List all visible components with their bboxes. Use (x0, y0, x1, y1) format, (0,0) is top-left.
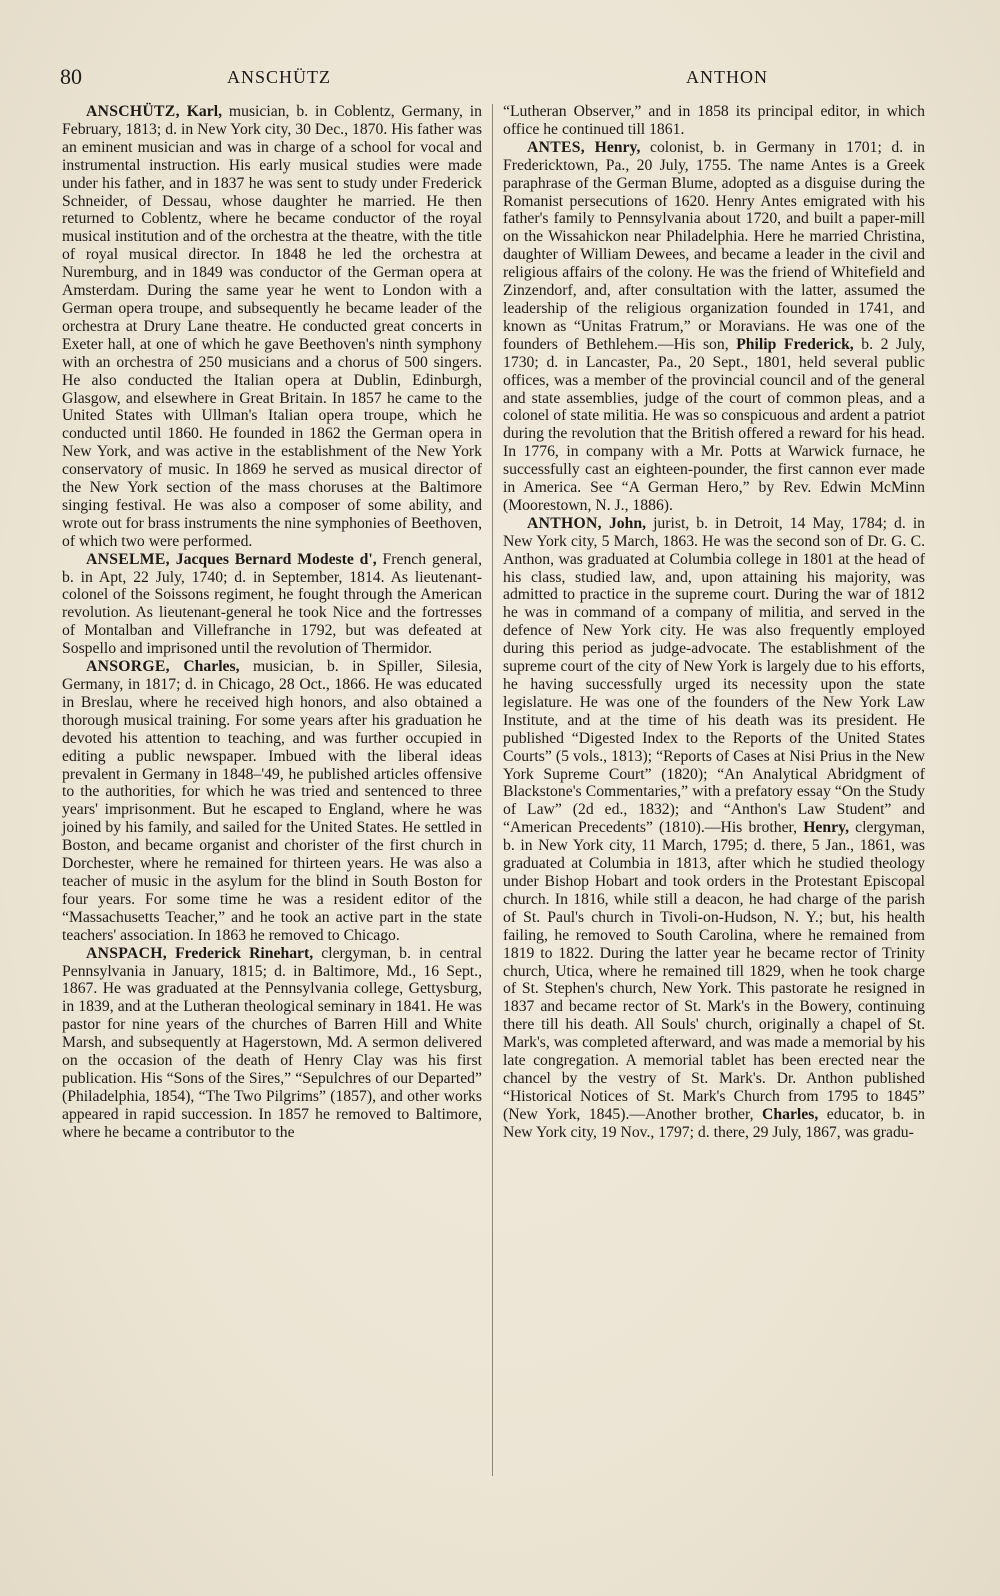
entry-text: “Lutheran Observer,” and in 1858 its principal editor, in which office he continued till 1861. (503, 103, 925, 138)
right-column (503, 103, 925, 1142)
entry-headword: ANTHON, (527, 514, 602, 532)
entry-text: clergyman, b. in New York city, 11 March, 1795; d. there, 5 Jan., 1861, was graduated at Columbia in 1813, after which he studied theology under Bishop Hobart and took orders in the Protestant Episcopal church. In 1816, while still a deacon, he had charge of the parish of St. Paul's church in Tivoli-on-Hudson, N. Y.; but, his health failing, he removed to South Carolina, where he remained from 1819 to 1822. During the latter year he became rector of Trinity church, Utica, where he remained till 1829, when he took charge of St. Stephen's church, New York. This pastorate he resigned in 1837 and became rector of St. Mark's in the Bowery, continuing there till his death. All Souls' church, originally a chapel of St. Mark's, was completed afterward, and was made a memorial by his late congregation. A memorial tablet has been erected near the chancel by the vestry of St. Mark's. Dr. Anthon published “Historical Notices of St. Mark's Church from 1795 to 1845” (New York, 1845).—Another brother, (503, 819, 926, 1123)
entry-ansorge (62, 658, 482, 945)
left-column (62, 103, 482, 1142)
entry-headword: ANSELME, (86, 550, 170, 568)
entry-text: educator, b. in New York city, 19 Nov., 1797; d. there, 29 July, 1867, was gradu- (503, 1105, 926, 1141)
page-header (60, 64, 940, 94)
entry-forename: Charles, (183, 658, 240, 676)
running-head-left: ANSCHÜTZ (227, 67, 332, 87)
entry-subname: Philip Frederick, (736, 335, 854, 353)
entry-forename: Frederick Rinehart, (175, 944, 314, 962)
entry-forename: Henry, (594, 138, 641, 156)
entry-subname: Charles, (762, 1105, 819, 1123)
entry-anschutz (62, 103, 482, 551)
entry-forename: Jacques Bernard Modeste d', (175, 550, 377, 568)
entry-text: colonist, b. in Germany in 1701; d. in Fredericktown, Pa., 20 July, 1755. The name Antes is a Greek paraphrase of the German Blume, adopted as a disguise during the Romanist persecutions of 1620. Henry Antes emigrated with his father's family to Pennsylvania about 1720, and built a paper-mill on the Wissahickon near Philadelphia. Here he married Christina, daughter of William Dewees, and became a leader in the civil and religious affairs of the colony. He was the friend of Whitefield and Zinzendorf, and, after consultation with the latter, assumed the leadership of the religious organization founded in 1741, and known as “Unitas Fratrum,” or Moravians. He was one of the founders of Bethlehem.—His son, (503, 138, 925, 353)
page-number: 80 (60, 64, 82, 89)
entry-headword: ANSCHÜTZ, (86, 103, 180, 120)
entry-headword: ANSORGE, (86, 658, 170, 676)
entry-anselme (62, 551, 482, 658)
entry-forename: John, (608, 514, 647, 532)
entry-forename: Karl, (186, 103, 222, 120)
entry-headword: ANTES, (527, 138, 586, 156)
entry-anthon (503, 515, 925, 1142)
entry-text: jurist, b. in Detroit, 14 May, 1784; d. in New York city, 5 March, 1863. He was the second son of Dr. G. C. Anthon, was graduated at Columbia college in 1801 at the head of his class, studied law, and, upon attaining his majority, was admitted to practice in the supreme court. During the war of 1812 he was in command of a company of militia, and served in the defence of New York city. He was also frequently employed during this period as judge-advocate. The establishment of the supreme court of the city of New York is largely due to his efforts, he having successfully urged its necessity upon the state legislature. He was one of the founders of the New York Law Institute, and at the time of his death was its president. He published “Digested Index to the Reports of the United States Courts” (5 vols., 1813); “Reports of Cases at Nisi Prius in the New York Supreme Court” (1820); “An Analytical Abridgment of Blackstone's Commentaries,” with a prefatory essay “On the Study of Law” (2d ed., 1832); and “Anthon's Law Student” and “American Precedents” (1810).—His brother, (503, 514, 926, 837)
entry-anspach (62, 945, 482, 1142)
entry-text: clergyman, b. in central Pennsylvania in January, 1815; d. in Baltimore, Md., 16 Sept., 1867. He was graduated at the Pennsylvania college, Gettysburg, in 1839, and at the Lutheran theological seminary in 1841. He was pastor for nine years of the churches of Barren Hill and White Marsh, and subsequently at Hagerstown, Md. A sermon delivered on the occasion of the death of Henry Clay was his first publication. His “Sons of the Sires,” “Sepulchres of our Departed” (Philadelphia, 1854), “The Two Pilgrims” (1857), and other works appeared in rapid succession. In 1857 he removed to Baltimore, where he became a contributor to the (62, 944, 483, 1141)
entry-text: b. 2 July, 1730; d. in Lancaster, Pa., 20 Sept., 1801, held several public offices, was a member of the provincial council and of the general and state assemblies, judge of the court of common pleas, and a colonel of state militia. He was so conspicuous and ardent a patriot during the revolution that the British offered a reward for his head. In 1776, in company with a Mr. Potts at Warwick furnace, he successfully cast an eighteen-pounder, the first cannon ever made in America. See “A German Hero,” by Rev. Edwin McMinn (Moorestown, N. J., 1886). (503, 335, 926, 514)
entry-text: musician, b. in Spiller, Silesia, Germany, in 1817; d. in Chicago, 28 Oct., 1866. He was educated in Breslau, where he received high honors, and also obtained a thorough musical training. For some years after his graduation he devoted his attention to teaching, and was further occupied in editing a public newspaper. Imbued with the liberal ideas prevalent in Germany in 1848–'49, he published articles offensive to the authorities, for which he was tried and sentenced to three years' imprisonment. But he escaped to England, where he was joined by his family, and sailed for the United States. He settled in Boston, and became organist and chorister of the first church in Dorchester, where he remained for thirteen years. He was also a teacher of music in the asylum for the blind in South Boston for four years. For some time he was a resident editor of the “Massachusetts Teacher,” and he took an active part in the state teachers' association. In 1863 he removed to Chicago. (62, 658, 483, 944)
entry-text: French general, b. in Apt, 22 July, 1740; d. in September, 1814. As lieutenant-colonel of the Soissons regiment, he fought through the American revolution. As lieutenant-general he took Nice and the fortresses of Montalban and Villefranche in 1792, but was defeated at Sospello and imprisoned until the revolution of Thermidor. (62, 550, 483, 658)
column-divider (492, 104, 493, 1476)
entry-headword: ANSPACH, (86, 944, 167, 962)
entry-text: musician, b. in Coblentz, Germany, in February, 1813; d. in New York city, 30 Dec., 1870. His father was an eminent musician and was in charge of a school for vocal and instrumental instruction. His early musical studies were made under his father, and in 1837 he was sent to study under Frederick Schneider, of Dessau, whose daughter he married. He then returned to Coblentz, where he became conductor of the royal musical institution and of the orchestra at the theatre, with the title of royal musical director. In 1848 he led the orchestra at Nuremburg, and in 1849 was conductor of the German opera at Amsterdam. During the same year he went to London with a German opera troupe, and subsequently he became leader of the orchestra at Drury Lane theatre. He conducted great concerts in Exeter hall, at one of which he gave Beethoven's ninth symphony with an orchestra of 250 musicians and a chorus of 500 singers. He also conducted the Italian opera at Dublin, Edinburgh, Glasgow, and elsewhere in Great Britain. In 1857 he came to the United States with Ullman's Italian opera troupe, which he conducted until 1860. He founded in 1862 the German opera in New York, and was active in the establishment of the New York conservatory of music. In 1869 he served as musical director of the New York section of the mass choruses at the Baltimore singing festival. He was also a composer of some ability, and wrote out for brass instruments the nine symphonies of Beethoven, of which two were performed. (62, 103, 483, 550)
entry-antes (503, 139, 925, 515)
entry-continuation (503, 103, 925, 139)
running-head-right: ANTHON (686, 67, 768, 87)
entry-subname: Henry, (803, 819, 849, 837)
